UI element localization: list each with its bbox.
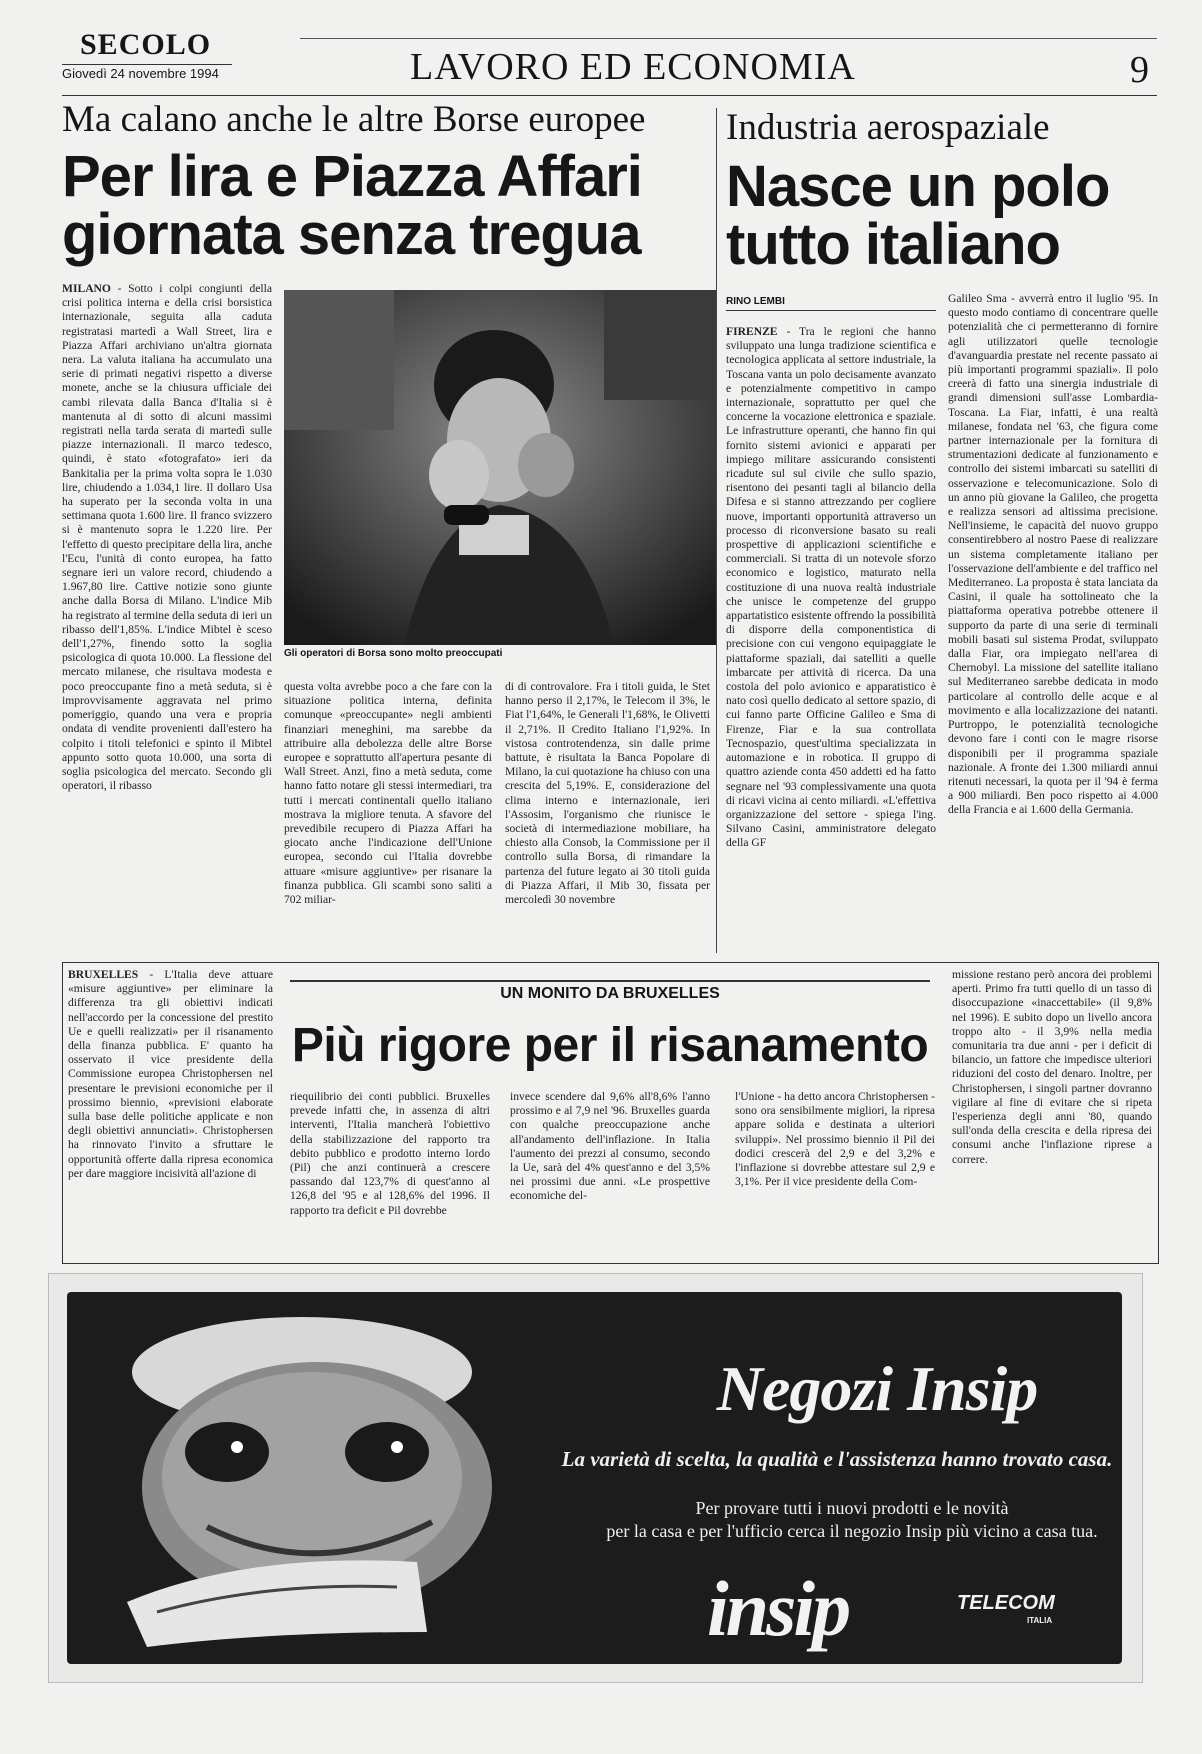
masthead: SECOLO (80, 28, 212, 61)
news-photo (284, 290, 716, 645)
bottom-headline: Più rigore per il risanamento (291, 1019, 929, 1072)
left-column-1 (62, 282, 272, 952)
photo-caption: Gli operatori di Borsa sono molto preoccupati (284, 648, 503, 659)
ad-body (567, 1497, 1137, 1543)
bottom-column-4: l'Unione - ha detto ancora Christophersen - sono ora sensibilmente migliori, la ripresa appare solida e destinata a ulteriori sviluppi». Nel prossimo biennio il Pil dei dodici crescerà del 2,9 e del 3,2% e l'inflazione si dovrebbe attestare sul 2,9 e 3,1%. Per il vice presidente della Com- (735, 1090, 935, 1189)
insip-logo: insip (707, 1565, 849, 1652)
dateline-bruxelles: BRUXELLES (68, 968, 139, 981)
left-headline-line1: Per lira e Piazza Affari (62, 144, 642, 209)
bottom-column-1-text: - L'Italia deve attuare «misure aggiuntive» per eliminare la differenza tra gli obiettivi indicati nell'accordo per la concessione del prestito Ue e quelli realizzati» per il risanamento della finanza pubblica. E' quanto ha osservato il vice presidente della Commissione europea Christophersen nel presentare le previsioni economiche per il prossimo biennio, «previsioni elaborate sulla base delle politiche applicate e non degli obiettivi annunciati». Christophersen ha rinnovato l'invito a sfruttare le opportunità offerte dalla ripresa economica per dare maggiore incisività all'azione di (68, 968, 273, 1180)
ad-body-line1: Per provare tutti i nuovi prodotti e le novità (695, 1498, 1009, 1518)
ad-panel (67, 1292, 1122, 1664)
byline: RINO LEMBI (726, 296, 936, 311)
right-kicker: Industria aerospaziale (726, 107, 1050, 148)
right-column-1 (726, 325, 936, 952)
issue-date: Giovedì 24 novembre 1994 (62, 66, 219, 81)
bottom-column-5: missione restano però ancora dei problemi aperti. Primo fra tutti quello di un tasso di disoccupazione «inaccettabile» (il 9,8% nel 1996). E subito dopo un livello ancora troppo alto - il 3,9% nella media comunitaria tra due anni - per i deficit di bilancio, un fattore che impedisce ulteriori riduzioni del costo del denaro. Inoltre, per Christophersen, i singoli partner dovranno vigilare al fine di evitare che si ripeta l'esperienza degli anni '80, quando sull'onda della crescita e della ripresa dei consumi anche l'inflazione riprese a correre. (952, 968, 1152, 1166)
top-rule (300, 38, 1157, 39)
bottom-column-2: riequilibrio dei conti pubblici. Bruxelles prevede infatti che, in assenza di altri interventi, l'Italia mancherà l'obiettivo della stabilizzazione del rapporto tra debito pubblico e prodotto interno lordo (Pil) che anzi continuerà a crescere passando dal 123,7% di quest'anno al 126,8 del '95 e al 128,6% del 1996. Il rapporto tra deficit e Pil dovrebbe (290, 1090, 490, 1217)
bottom-kicker: UN MONITO DA BRUXELLES (290, 980, 930, 1003)
masthead-rule (62, 64, 232, 65)
ad-title: Negozi Insip (716, 1353, 1038, 1424)
trader-photo-illustration (284, 290, 716, 645)
left-headline-line2: giornata senza tregua (62, 202, 641, 267)
right-column-1-text: - Tra le regioni che hanno sviluppato una lunga tradizione scientifica e tecnologica applicata al settore industriale, la Toscana vanta un polo decisamente avanzato e potenzialmente competitivo in campo internazionale, soprattutto per quel che concerne la vocazione elettronica e spaziale. Le infrastrutture operanti, che hanno fin qui fornito sistemi avionici e apparati per impiego militare assicurando consistenti ricadute sul sul civile che sullo spazio, risentono dei pesanti tagli al bilancio della Difesa e si stanno attrezzando per cogliere nuove, importanti opportunità attraverso un processo di riconversione basato su reali prospettive di applicazioni scientifiche e commerciali. Si tratta di un notevole sforzo economico e logistico, maturato nella costituzione di una nuova realtà industriale che unisce le competenze del gruppo appartatistico esistente offrendo la possibilità di disporre della componentistica di precisione con cui vengono equipaggiate le piattaforme spaziali, dai satelliti a quelle imbarcate per attività di ricerca. Da una costola del polo avionico e apparatistico è nato così quello dedicato al settore spazio, di cui fanno parte Officine Galileo e Sma di Firenze, Fiar e la sua controllata Tecnospazio, quest'ultima specializzata in automazione e in robotica. Il gruppo di quattro aziende conta 450 addetti ed ha fatto segnare nel '93 complessivamente una quota di ricavi vicina ai cento miliardi. «L'effettiva organizzazione del settore - spiega l'ing. Silvano Casini, amministratore delegato della GF (726, 325, 936, 850)
page-number: 9 (1130, 49, 1149, 91)
section-title: LAVORO ED ECONOMIA (410, 46, 856, 88)
left-column-1-text: - Sotto i colpi congiunti della crisi politica interna e della crisi borsistica internazionale, seguita alla caduta registratasi martedì a Wall Street, lira e Piazza Affari archiviano un'altra giornata nera. La valuta italiana ha accumulato una serie di primati negativi rispetto a diverse monete, anche se la chiusura ufficiale dei cambi rilevata dalla Banca d'Italia si è mantenuta al di sotto di alcuni massimi registrati nella tarda serata di martedì sulle piazze internazionali. Il marco tedesco, quindi, è stato «fotografato» ieri da Bankitalia per la prima volta sopra le 1.030 lire, chiudendo a 1.034,1 lire. Il dollaro Usa ha superato per la seconda volta in una settimana quota 1.600 lire. Il franco svizzero si è mantenuto sopra le 1.220 lire. Per l'effetto di questo precipitare della lira, anche l'Ecu, l'unità di conto europea, ha fatto segnare ieri un valore record, chiudendo a 1.967,80 lire. Cattive notizie sono giunte anche dalla Borsa di Milano. L'indice Mib ha registrato al termine della seduta di ieri un ribasso dell'1,85%. L'indice Mibtel è sceso dell'1,27%, finendo sotto la soglia psicologica di quota 10.000. La flessione del mercato milanese, che risultava modesta e poco preoccupante fino a metà seduta, si è improvvisamente aggravata nel primo pomeriggio, quando una vera e propria ondata di vendite provenienti dall'estero ha colpito i titoli telefonici e spinto il Mibtel appunto sotto quota 10.000, una sorta di soglia psicologica del mercato. Secondo gli operatori, il ribasso (62, 282, 272, 793)
right-column-2: Galileo Sma - avverrà entro il luglio '95. In questo modo contiamo di concentrare quelle potenzialità che ci permetteranno di fornire agli utilizzatori quelle tecnologie d'avanguardia prestate nel recente passato ai più importanti programmi spaziali». Il polo creerà di fatto una sinergia industriale di grandi dimensioni sull'asse Lombardia-Toscana. La Fiar, infatti, è una realtà milanese, fondata nel '63, che figura come partner internazionale per la fornitura di strumentazioni dedicate al funzionamento e controllo dei sistemi imbarcati su satelliti di osservazione e telecomunicazione. Solo di un anno più giovane la Galileo, che progetta e realizza sensori ad altissima precisione. Nell'insieme, le capacità del nuovo gruppo consentirebbero al nostro Paese di realizzare un sistema completamente italiano per l'osservazione dell'ambiente e del traffico nel Mediterraneo. La proposta è stata lanciata da Casini, il quale ha sottolineato che la piattaforma operativa potrebbe ottenere il supporto da parte di una serie di terminali mobili basati sul sistema Prodat, sviluppato dalla Fiar, ora impiegato nell'area di Chernobyl. La missione del satellite italiano sul Mediterraneo sarebbe dedicata in modo particolare al controllo delle acque e al movimento e alla localizzazione dei natanti. Purtroppo, le potenzialità tecnologiche devono fare i conti con le magre risorse disponibili per il programma spaziale nazionale. A fronte dei 1.300 miliardi annui ritenuti necessari, la quota per il '94 è ferma a 900 miliardi. Ben poco rispetto ai 4.000 della Francia e ai 1.600 della Germania. (948, 292, 1158, 817)
dateline-milano: MILANO (62, 282, 111, 295)
ad-body-line2: per la casa e per l'ufficio cerca il negozio Insip più vicino a casa tua. (606, 1521, 1098, 1541)
header-rule (62, 95, 1157, 96)
telecom-logo: TELECOM (957, 1592, 1055, 1614)
insip-advertisement (48, 1273, 1143, 1683)
left-kicker: Ma calano anche le altre Borse europee (62, 99, 646, 140)
telecom-italia-sub: ITALIA (1027, 1616, 1053, 1625)
dateline-firenze: FIRENZE (726, 325, 778, 338)
left-column-3: di di controvalore. Fra i titoli guida, le Stet hanno perso il 2,17%, le Telecom il 3%, le Fiat l'1,64%, le Generali l'1,68%, le Olivetti il 2,71%. Il Credito Italiano l'1,92%. In vistosa controtendenza, sin dalle prime battute, è risultata la Banca Popolare di Milano, la cui quotazione ha chiuso con una crescita del 5,19%. E, considerazione del clima interno e internazionale, ieri l'Assosim, l'organismo che riunisce le società di intermediazione mobiliare, ha chiesto alla Consob, la Commissione per il controllo sulla Borsa, di rimandare la partenza del future legato ai 30 titoli guida di Piazza Affari, il Mib 30, fissata per mercoledì 30 novembre (505, 680, 710, 907)
bottom-column-3: invece scendere dal 9,6% all'8,6% l'anno prossimo e al 7,9 nel '96. Bruxelles guarda con qualche preoccupazione anche all'andamento dell'inflazione. In Italia l'aumento dei prezzi al consumo, secondo la Ue, sarà del 4% quest'anno e del 3,5% nei prossimi due anni. «Le prospettive economiche del- (510, 1090, 710, 1203)
left-column-2: questa volta avrebbe poco a che fare con la situazione politica interna, definita comunque «preoccupante» negli ambienti finanziari meneghini, ma sarebbe da attribuire alla debolezza delle altre Borse europee e soprattutto all'apertura pesante di Wall Street. Anzi, fino a metà seduta, come hanno fatto notare gli stessi intermediari, tra tutti i mercati continentali quello italiano mostrava la migliore tenuta. A sfavore del prevedibile recupero di Piazza Affari ha giocato anche l'indicazione dell'Unione europea, secondo cui l'Italia dovrebbe attuare «misure aggiuntive» per risanare la finanza pubblica. Gli scambi sono saliti a 702 miliar- (284, 680, 492, 907)
et-alien-illustration (87, 1302, 557, 1662)
bottom-column-1 (68, 968, 273, 1256)
ad-tagline: La varietà di scelta, la qualità e l'assistenza hanno trovato casa. (561, 1447, 1113, 1471)
right-headline-line2: tutto italiano (726, 212, 1060, 277)
right-headline-line1: Nasce un polo (726, 154, 1110, 219)
column-divider (716, 108, 717, 953)
